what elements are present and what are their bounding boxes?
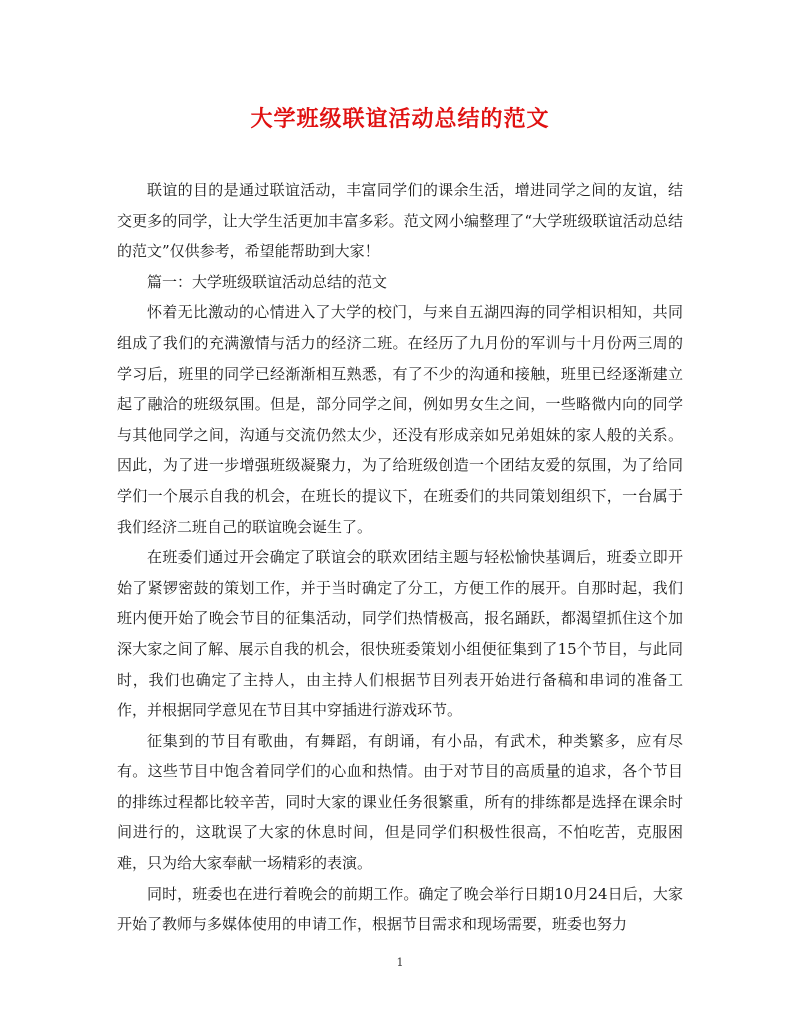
body-paragraph: 在班委们通过开会确定了联谊会的联欢团结主题与轻松愉快基调后，班委立即开始了紧锣密鼓的策划工作，并于当时确定了分工，方便工作的展开。自那时起，我们班内便开始了晚会节目的征集活动，同学们热情极高，报名踊跃，都渴望抓住这个加深大家之间了解、展示自我的机会，很快班委策划小组便征集到了15个节目，与此同时，我们也确定了主持人，由主持人们根据节目列表开始进行备稿和串词的准备工作，并根据同学意见在节目其中穿插进行游戏环节。 bbox=[117, 548, 683, 720]
document-body bbox=[117, 175, 683, 940]
intro-paragraph: 联谊的目的是通过联谊活动，丰富同学们的课余生活，增进同学之间的友谊，结交更多的同学，让大学生活更加丰富多彩。范文网小编整理了“大学班级联谊活动总结的范文”仅供参考，希望能帮助到大家！ bbox=[117, 181, 683, 261]
body-paragraph: 怀着无比激动的心情进入了大学的校门，与来自五湖四海的同学相识相知，共同组成了我们的充满激情与活力的经济二班。在经历了九月份的军训与十月份两三周的学习后，班里的同学已经渐渐相互熟悉，有了不少的沟通和接触，班里已经逐渐建立起了融洽的班级氛围。但是，部分同学之间，例如男女生之间，一些略微内向的同学与其他同学之间，沟通与交流仍然太少，还没有形成亲如兄弟姐妹的家人般的关系。因此，为了进一步增强班级凝聚力，为了给班级创造一个团结友爱的氛围，为了给同学们一个展示自我的机会，在班长的提议下，在班委们的共同策划组织下，一台属于我们经济二班自己的联谊晚会诞生了。 bbox=[117, 303, 683, 536]
page-number: 1 bbox=[396, 956, 404, 969]
document-title: 大学班级联谊活动总结的范文 bbox=[250, 106, 550, 132]
body-paragraph: 同时，班委也在进行着晚会的前期工作。确定了晚会举行日期10月24日后，大家开始了教师与多媒体使用的申请工作，根据节目需求和现场需要，班委也努力 bbox=[117, 884, 683, 934]
section-heading: 篇一：大学班级联谊活动总结的范文 bbox=[147, 272, 388, 291]
body-paragraph: 征集到的节目有歌曲，有舞蹈，有朗诵，有小品，有武术，种类繁多，应有尽有。这些节目中饱含着同学们的心血和热情。由于对节目的高质量的追求，各个节目的排练过程都比较辛苦，同时大家的课业任务很繁重，所有的排练都是选择在课余时间进行的，这耽误了大家的休息时间，但是同学们积极性很高，不怕吃苦，克服困难，只为给大家奉献一场精彩的表演。 bbox=[117, 731, 683, 873]
